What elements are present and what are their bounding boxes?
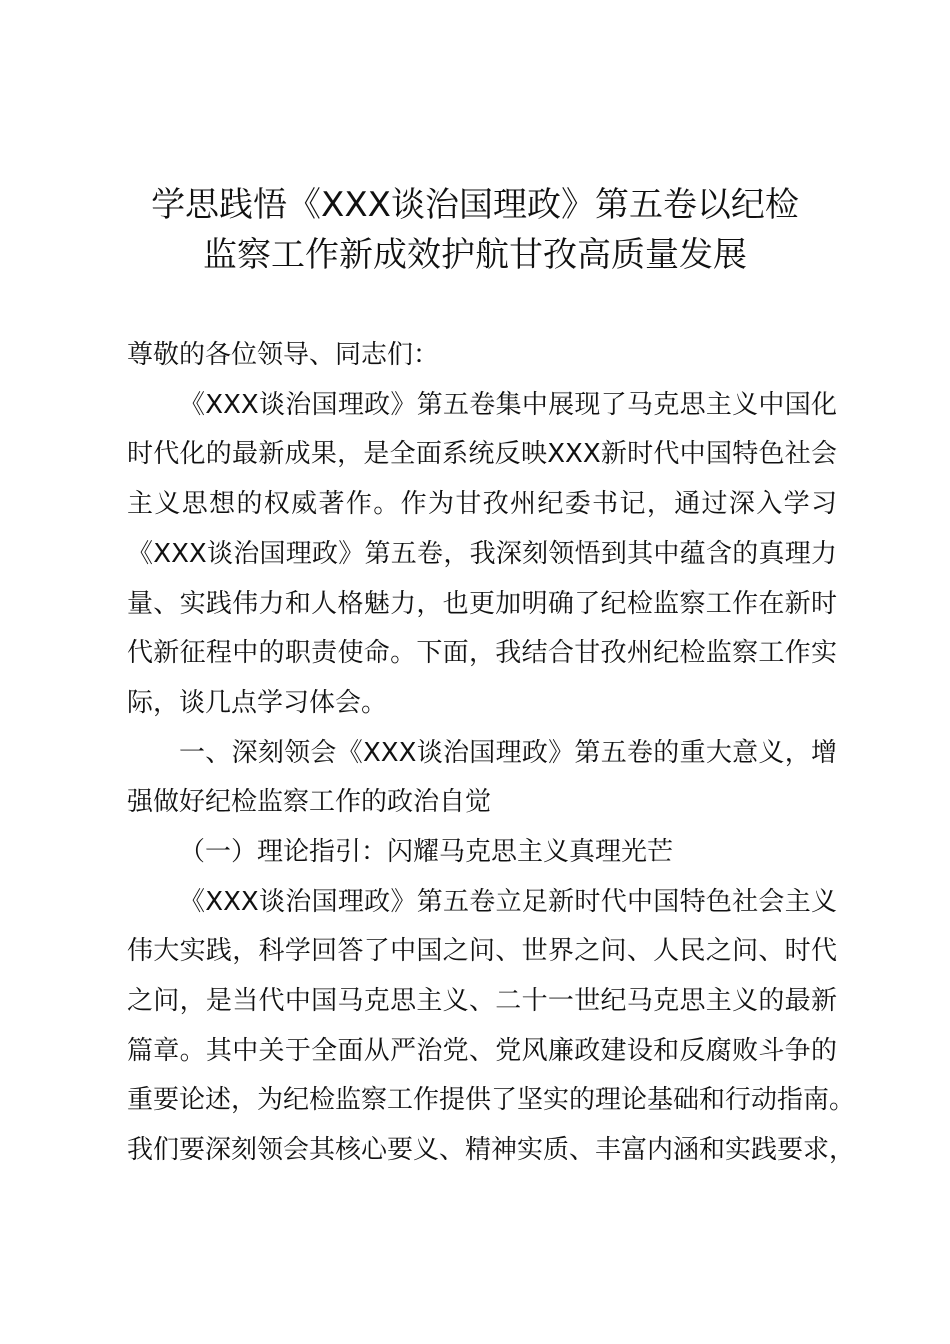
subsection-heading: （一）理论指引：闪耀马克思主义真理光芒 (179, 837, 674, 867)
paragraph-line: 际，谈几点学习体会。 (127, 688, 388, 718)
paragraph-line: 时代化的最新成果，是全面系统反映XXX新时代中国特色社会 (127, 439, 837, 469)
section-heading-line: 强做好纪检监察工作的政治自觉 (127, 787, 492, 817)
paragraph-line: 重要论述，为纪检监察工作提供了坚实的理论基础和行动指南。 (127, 1085, 856, 1115)
salutation: 尊敬的各位领导、同志们： (127, 340, 440, 370)
paragraph-line: 主义思想的权威著作。作为甘孜州纪委书记，通过深入学习 (127, 489, 837, 519)
document-title-line-2: 监察工作新成效护航甘孜高质量发展 (203, 235, 747, 275)
paragraph-line: 《XXX谈治国理政》第五卷，我深刻领悟到其中蕴含的真理力 (127, 539, 837, 569)
paragraph-line: 篇章。其中关于全面从严治党、党风廉政建设和反腐败斗争的 (127, 1036, 837, 1066)
paragraph-line: 《XXX谈治国理政》第五卷集中展现了马克思主义中国化 (179, 390, 837, 420)
paragraph-line: 我们要深刻领会其核心要义、精神实质、丰富内涵和实践要求， (127, 1135, 856, 1165)
paragraph-line: 代新征程中的职责使命。下面，我结合甘孜州纪检监察工作实 (127, 638, 837, 668)
section-heading-line: 一、深刻领会《XXX谈治国理政》第五卷的重大意义，增 (179, 738, 837, 768)
paragraph-line: 之问，是当代中国马克思主义、二十一世纪马克思主义的最新 (127, 986, 837, 1016)
paragraph-line: 伟大实践，科学回答了中国之问、世界之问、人民之问、时代 (127, 936, 837, 966)
paragraph-line: 量、实践伟力和人格魅力，也更加明确了纪检监察工作在新时 (127, 589, 837, 619)
paragraph-line: 《XXX谈治国理政》第五卷立足新时代中国特色社会主义 (179, 887, 837, 917)
document-title-line-1: 学思践悟《XXX谈治国理政》第五卷以纪检 (151, 185, 799, 225)
